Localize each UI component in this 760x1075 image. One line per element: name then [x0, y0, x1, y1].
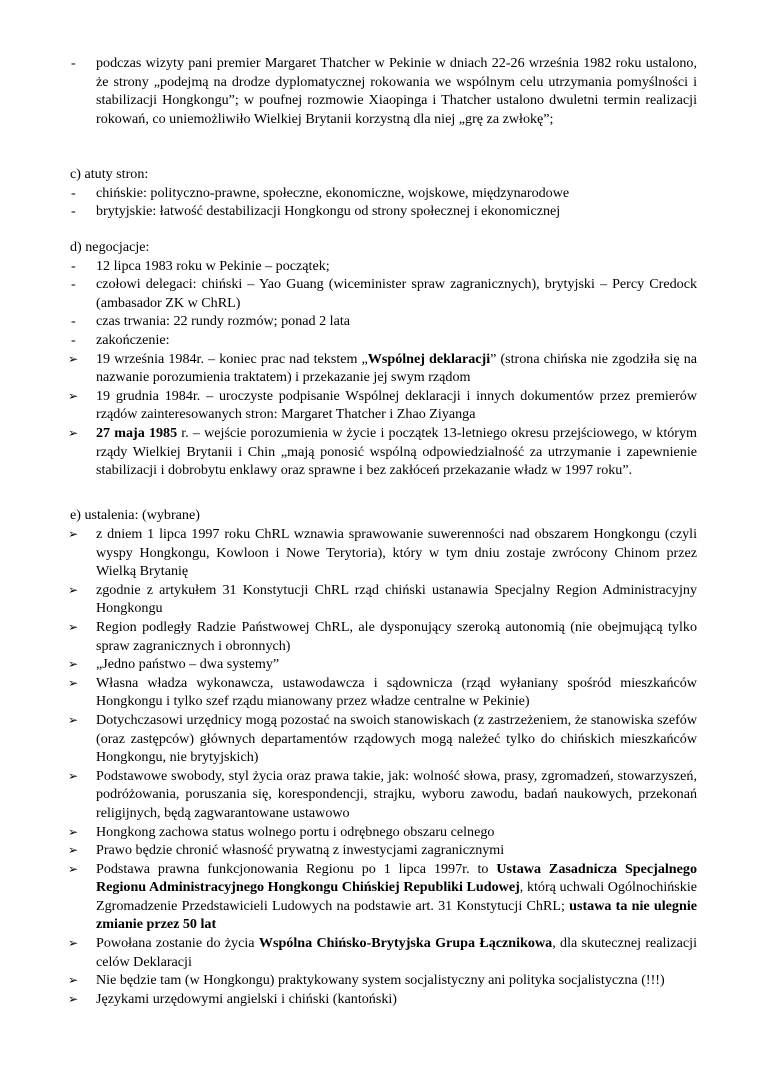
list-item [70, 331, 697, 350]
list-item [70, 860, 697, 934]
arrow-bullet-icon: ➢ [68, 675, 79, 690]
list-item [70, 54, 697, 128]
dash-marker: - [71, 55, 76, 71]
list-item [70, 275, 697, 312]
dash-marker: - [71, 331, 76, 348]
section-c-heading: c) atuty stron: [70, 166, 149, 182]
list-item [70, 823, 697, 842]
list-item-text: zakończenie: [96, 331, 170, 348]
list-item [70, 841, 697, 860]
dash-marker: - [71, 257, 76, 274]
list-item-text: Własna władza wykonawcza, ustawodawcza i sądownicza (rząd wyłaniany spośród mieszkańców Hongkongu i tylko szef rządu mianowany przez władze centralne w Pekinie) [96, 674, 697, 710]
list-item [70, 711, 697, 767]
list-item-text: Językami urzędowymi angielski i chiński (kantoński) [96, 990, 397, 1007]
dash-marker: - [71, 203, 76, 220]
list-item [70, 618, 697, 655]
liaison-group-name: Wspólna Chińsko-Brytyjska Grupa Łącznikowa [258, 935, 553, 952]
section-c-list [70, 184, 697, 221]
list-item-text: Podstawowe swobody, styl życia oraz prawa takie, jak: wolność słowa, prasy, zgromadzeń, stowarzyszeń, podróżowania, poruszania się, korespondencji, strajku, wyboru zawodu, badań naukowych, przekonań religijnych, będą zagwarantowane ustawowo [96, 767, 697, 821]
arrow-bullet-icon: ➢ [68, 388, 79, 403]
list-item-text: Region podległy Radzie Państwowej ChRL, ale dysponujący szeroką autonomią (nie obejmującą tylko spraw zagranicznych i obronnych) [96, 618, 697, 654]
list-item-text: Prawo będzie chronić własność prywatną z inwestycjami zagranicznymi [96, 842, 505, 859]
list-item [70, 581, 697, 618]
list-item-text: 12 lipca 1983 roku w Pekinie – początek; [96, 257, 330, 274]
list-item-text: 27 maja 1985 r. – wejście porozumienia w życie i początek 13-letniego okresu przejściowego, w którym rządy Wielkiej Brytanii i Chin „mają ponosić wspólną odpowiedzialność za utrzymanie i zapewnienie stabilizacji i dobrobytu enklawy oraz sprawne i bez zakłóceń przekazanie władz w 1997 roku”. [96, 424, 697, 479]
list-item-text: 19 września 1984r. – koniec prac nad tekstem „Wspólnej deklaracji” (strona chińska nie zgodziła się na nazwanie porozumienia traktatem) i przekazanie jej swym rządom [96, 350, 697, 386]
arrow-bullet-icon: ➢ [68, 657, 79, 672]
list-item-text: z dniem 1 lipca 1997 roku ChRL wznawia sprawowanie suwerenności nad obszarem Hongkongu (czyli wyspy Hongkongu, Kowloon i Nowe Terytoria), który w tym dniu zostaje zwrócony Chinom przez Wielką Brytanię [96, 526, 697, 580]
arrow-bullet-icon: ➢ [68, 582, 79, 597]
arrow-bullet-icon: ➢ [68, 991, 79, 1006]
dash-marker: - [71, 276, 76, 293]
date-highlight: 27 maja 1985 [96, 424, 178, 441]
section-e-heading: e) ustalenia: (wybrane) [70, 507, 200, 523]
arrow-bullet-icon: ➢ [68, 527, 79, 541]
arrow-bullet-icon: ➢ [68, 973, 79, 988]
joint-declaration-term: Wspólnej deklaracji [367, 350, 491, 367]
list-item-text: Podstawa prawna funkcjonowania Regionu po 1 lipca 1997r. to Ustawa Zasadnicza Specjalnego Regionu Administracyjnego Hongkongu Chińskiej Republiki Ludowej, którą uchwali Ogólnochińskie Zgromadzenie Przedstawicieli Ludowych na podstawie art. 31 Konstytucji ChRL; ustawa ta nie ulegnie zmianie przez 50 lat [96, 860, 698, 933]
list-item [70, 350, 697, 387]
list-item-text: Powołana zostanie do życia Wspólna Chińsko-Brytyjska Grupa Łącznikowa, dla skutecznej realizacji celów Deklaracji [96, 935, 697, 970]
basic-law-title: Ustawa Zasadnicza Specjalnego Regionu Administracyjnego Hongkongu Chińskiej Republiki Ludowej [96, 860, 697, 896]
list-item [70, 202, 697, 221]
list-item-text: 19 grudnia 1984r. – uroczyste podpisanie Wspólnej deklaracji i innych dokumentów przez premierów rządów zainteresowanych stron: Margaret Thatcher i Zhao Ziyanga [96, 387, 697, 423]
list-item [70, 767, 697, 823]
arrow-bullet-icon: ➢ [68, 861, 79, 876]
arrow-bullet-icon: ➢ [68, 824, 79, 839]
section-d-heading: d) negocjacje: [70, 239, 150, 255]
list-item-text: „Jedno państwo – dwa systemy” [96, 656, 280, 673]
list-item [70, 971, 697, 990]
list-item [70, 655, 697, 674]
list-item-text: chińskie: polityczno-prawne, społeczne, ekonomiczne, wojskowe, międzynarodowe [96, 184, 570, 201]
list-item [70, 387, 697, 424]
list-item [70, 312, 697, 331]
list-item-text: podczas wizyty pani premier Margaret Thatcher w Pekinie w dniach 22-26 września 1982 roku ustalono, że strony „podejmą na drodze dyplomatycznej rokowania we wspólnym celu utrzymania pomyślności i stabilizacji Hongkongu”; w poufnej rozmowie Xiaopinga i Thatcher ustalono dwuletni termin realizacji rokowań, co uniemożliwiło Wielkiej Brytanii korzystną dla niej „grę za zwłokę”; [96, 55, 697, 127]
arrow-bullet-icon: ➢ [68, 619, 79, 634]
list-item-text: czas trwania: 22 rundy rozmów; ponad 2 lata [96, 313, 350, 330]
list-item-text: zgodnie z artykułem 31 Konstytucji ChRL rząd chiński ustanawia Specjalny Region Administracyjny Hongkongu [96, 581, 697, 617]
list-item [70, 424, 697, 480]
arrow-bullet-icon: ➢ [68, 936, 79, 951]
section-e-list [70, 525, 697, 1008]
list-item [70, 934, 697, 971]
arrow-bullet-icon: ➢ [68, 712, 79, 727]
list-item-text: czołowi delegaci: chiński – Yao Guang (wiceminister spraw zagranicznych), brytyjski – Percy Credock (ambasador ZK w ChRL) [96, 276, 697, 311]
arrow-bullet-icon: ➢ [68, 351, 79, 366]
dash-marker: - [71, 184, 76, 201]
list-item [70, 674, 697, 711]
intro-block [70, 54, 697, 128]
arrow-bullet-icon: ➢ [68, 768, 79, 783]
arrow-bullet-icon: ➢ [68, 425, 79, 440]
section-d-list [70, 257, 697, 480]
list-item-text: brytyjskie: łatwość destabilizacji Hongkongu od strony społecznej i ekonomicznej [96, 203, 561, 220]
list-item-text: Hongkong zachowa status wolnego portu i odrębnego obszaru celnego [96, 823, 495, 840]
dash-marker: - [71, 313, 76, 330]
list-item [70, 525, 697, 581]
list-item [70, 990, 697, 1009]
list-item [70, 184, 697, 203]
list-item-text: Dotychczasowi urzędnicy mogą pozostać na swoich stanowiskach (z zastrzeżeniem, że stanowiska szefów (oraz zastępców) głównych departamentów rządowych mogą należeć tylko do chińskich mieszkańców Hongkongu, nie brytyjskich) [96, 711, 697, 766]
fifty-years-clause: ustawa ta nie ulegnie zmianie przez 50 lat [96, 897, 697, 933]
list-item-text: Nie będzie tam (w Hongkongu) praktykowany system socjalistyczny ani polityka socjalistyczna (!!!) [96, 972, 665, 989]
list-item [70, 257, 697, 276]
arrow-bullet-icon: ➢ [68, 843, 79, 858]
